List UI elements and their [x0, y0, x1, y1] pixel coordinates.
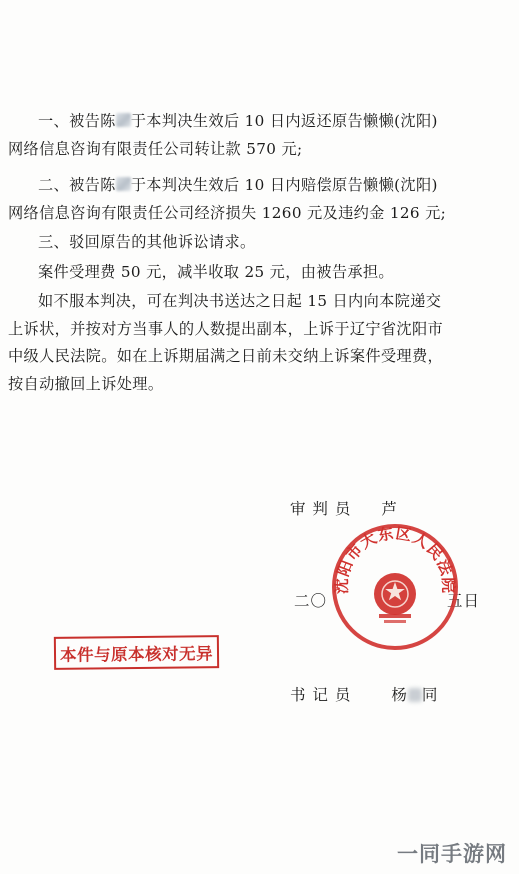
judgment-item-1: 一、被告陈 于本判决生效后 10 日内返还原告懒懒(沈阳) 网络信息咨询有限责任公司转让款 570 元;: [8, 112, 438, 158]
redaction-mark: [408, 688, 422, 702]
site-watermark: 一同手游网: [397, 842, 507, 866]
redaction-mark: [116, 113, 131, 127]
judgment-item-2: 二、被告陈 于本判决生效后 10 日内赔偿原告懒懒(沈阳) 网络信息咨询有限责任公司经济损失 1260 元及违约金 126 元;: [8, 176, 447, 222]
clerk-signature: 书 记 员 杨 同: [290, 686, 439, 704]
judge-signature: [290, 497, 398, 519]
seal-text: 沈阳市大东区人民法院: [332, 524, 458, 595]
appeal-notice: 如不服本判决，可在判决书送达之日起 15 日内向本院递交 上诉状，并按对方当事人的人数提出副本，上诉于辽宁省沈阳市 中级人民法院。如在上诉期届满之日前未交纳上诉案件受理费， 按自动撤回上诉处理。: [8, 292, 444, 393]
redaction-mark: [116, 177, 131, 191]
judge-label: 审 判 员: [290, 500, 352, 518]
clerk-name: 杨: [391, 686, 408, 704]
clerk-label: 书 记 员: [290, 686, 352, 704]
court-fee-text: 案件受理费 50 元，减半收取 25 元，由被告承担。: [38, 263, 394, 281]
court-seal: [330, 522, 460, 652]
judgment-date: 二〇 五日: [294, 592, 481, 610]
judge-name: 芦: [381, 500, 398, 518]
verification-stamp: 本件与原本核对无异: [54, 635, 219, 670]
judgment-item-3: 三、驳回原告的其他诉讼请求。: [38, 233, 256, 251]
